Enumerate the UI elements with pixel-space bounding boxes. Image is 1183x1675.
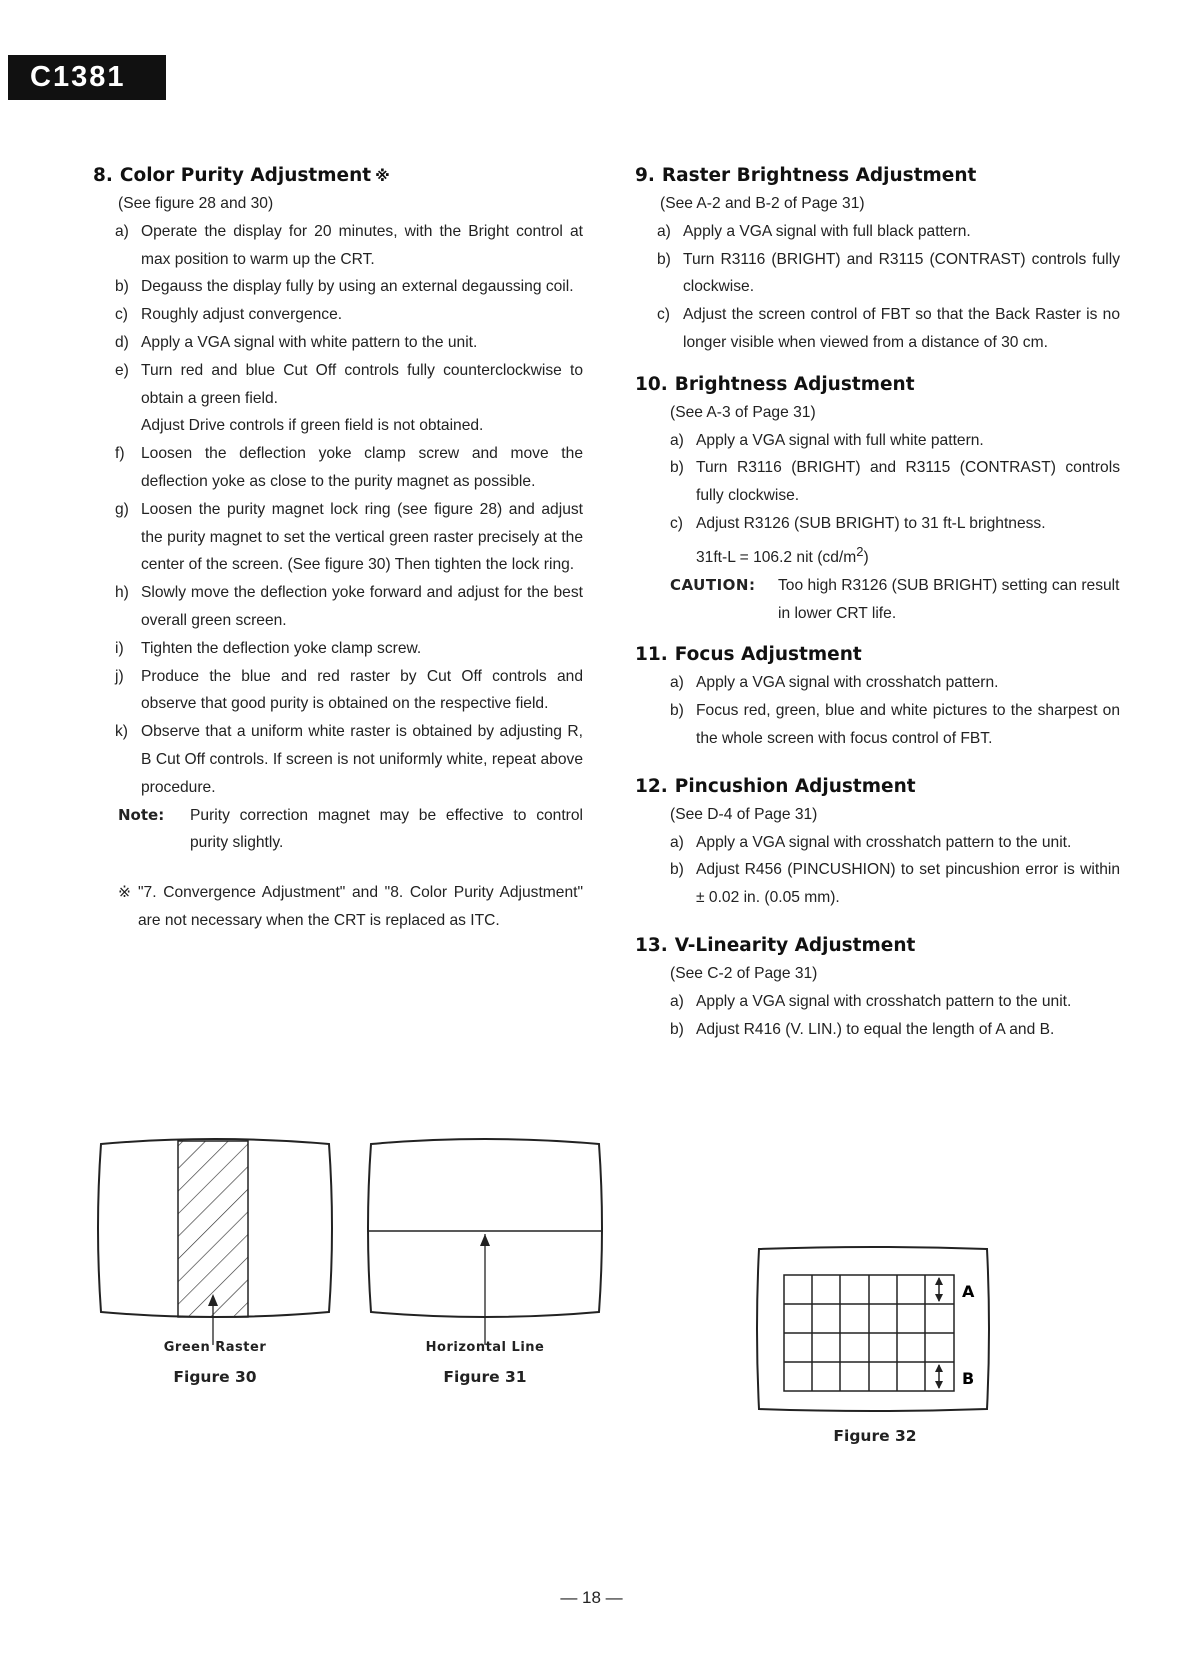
step-8i <box>93 635 583 663</box>
step-text: Apply a VGA signal with crosshatch pattern to the unit. <box>696 992 1072 1010</box>
step-text: Apply a VGA signal with crosshatch pattern. <box>696 674 999 692</box>
figure-30-label: Green Raster <box>163 1340 267 1355</box>
step-10b <box>635 454 1120 510</box>
figure-32-caption: Figure 32 <box>833 1427 917 1445</box>
step-label: a) <box>670 833 684 851</box>
step-text: Adjust R456 (PINCUSHION) to set pincushion error is within ± 0.02 in. (0.05 mm). <box>696 861 1120 907</box>
step-label: b) <box>670 1020 684 1038</box>
conversion-end: ) <box>863 548 869 566</box>
measure-a-head-up <box>935 1277 943 1285</box>
figure-31-label: Horizontal Line <box>425 1340 545 1355</box>
step-8d <box>93 329 583 357</box>
step-8c <box>93 301 583 329</box>
step-label: c) <box>115 306 128 324</box>
model-number: C1381 <box>30 61 126 93</box>
step-8e-extra: Adjust Drive controls if green field is not obtained. <box>141 417 484 435</box>
step-label: a) <box>670 431 684 449</box>
step-label: i) <box>115 639 124 657</box>
spacer <box>635 753 1120 773</box>
spacer <box>635 912 1120 932</box>
measure-a-head-down <box>935 1294 943 1302</box>
spacer <box>635 627 1120 641</box>
step-8g <box>93 496 583 579</box>
step-11b <box>635 697 1120 753</box>
pointer-arrow <box>480 1234 490 1246</box>
footnote-mark: ※ <box>118 884 132 902</box>
figure-30-caption: Figure 30 <box>173 1368 257 1386</box>
note-text: Purity correction magnet may be effective to control purity slightly. <box>190 806 583 852</box>
step-8k <box>93 718 583 801</box>
step-text: Focus red, green, blue and white pictures to the sharpest on the whole screen with focus control of FBT. <box>696 702 1120 747</box>
figure-30-diagram <box>95 1138 335 1348</box>
step-label: c) <box>670 514 683 532</box>
step-13a <box>635 988 1120 1016</box>
right-column <box>635 162 1120 1043</box>
step-label: j) <box>115 667 124 685</box>
step-text: Observe that a uniform white raster is obtained by adjusting R, B Cut Off controls. If screen is not uniformly white, repeat above procedure. <box>141 723 583 796</box>
step-label: b) <box>670 861 684 879</box>
page-number: — 18 — <box>560 1588 623 1607</box>
left-column <box>93 162 583 935</box>
step-label: h) <box>115 584 129 602</box>
reference-mark: ※ <box>375 167 390 185</box>
crosshatch-grid <box>784 1275 954 1391</box>
step-12b <box>635 856 1120 912</box>
section-12-reference: (See D-4 of Page 31) <box>670 805 818 823</box>
step-text: Apply a VGA signal with white pattern to the unit. <box>141 333 478 351</box>
step-label: b) <box>670 702 684 720</box>
step-text: Loosen the deflection yoke clamp screw and move the deflection yoke as close to the purity magnet as possible. <box>141 445 583 490</box>
conversion-superscript: 2 <box>856 543 864 559</box>
step-text: Slowly move the deflection yoke forward and adjust for the best overall green screen. <box>141 584 583 629</box>
step-8e <box>93 357 583 413</box>
step-text: Adjust R3126 (SUB BRIGHT) to 31 ft-L brightness. <box>696 514 1046 532</box>
step-label: b) <box>657 250 671 268</box>
step-text: Turn red and blue Cut Off controls fully counterclockwise to obtain a green field. <box>141 361 583 407</box>
footnote-text: "7. Convergence Adjustment" and "8. Color Purity Adjustment" are not necessary when the CRT is replaced as ITC. <box>138 884 583 929</box>
step-10c <box>635 510 1120 538</box>
section-13-title <box>635 932 1120 960</box>
green-raster-band <box>178 1141 248 1317</box>
section-12-title <box>635 773 1120 801</box>
caution <box>635 572 1120 628</box>
step-text: Loosen the purity magnet lock ring (see figure 28) and adjust the purity magnet to set the vertical green raster precisely at the center of the screen. (See figure 30) Then tighten the lock ring. <box>141 500 583 574</box>
step-text: Degauss the display fully by using an external degaussing coil. <box>141 278 574 296</box>
label-b: B <box>962 1369 975 1388</box>
step-text: Tighten the deflection yoke clamp screw. <box>141 639 422 657</box>
section-title-text: Pincushion Adjustment <box>674 775 916 797</box>
step-text: Apply a VGA signal with full black pattern. <box>683 222 971 240</box>
section-number: 11. <box>635 644 668 666</box>
caution-label: CAUTION: <box>670 575 756 594</box>
step-text: Apply a VGA signal with full white pattern. <box>696 431 984 449</box>
section-title-text: Color Purity Adjustment <box>119 165 372 186</box>
section-number: 9. <box>635 165 655 186</box>
footnote <box>93 879 583 935</box>
step-label: d) <box>115 333 129 351</box>
step-text: Turn R3116 (BRIGHT) and R3115 (CONTRAST) controls fully clockwise. <box>683 250 1120 296</box>
section-number: 10. <box>635 373 668 395</box>
step-8j <box>93 663 583 719</box>
step-text: Produce the blue and red raster by Cut Off controls and observe that good purity is obtained on the respective field. <box>141 667 583 713</box>
figure-31-caption: Figure 31 <box>443 1368 527 1386</box>
step-text: Roughly adjust convergence. <box>141 306 343 324</box>
step-label: a) <box>657 222 671 240</box>
section-title-text: V-Linearity Adjustment <box>674 934 916 956</box>
section-number: 8. <box>93 165 113 186</box>
step-text: Turn R3116 (BRIGHT) and R3115 (CONTRAST) controls fully clockwise. <box>696 459 1120 505</box>
section-8-reference: (See figure 28 and 30) <box>118 195 274 212</box>
section-11-title <box>635 641 1120 669</box>
section-8-title <box>93 162 583 190</box>
conversion-text: 31ft-L = 106.2 nit (cd/m <box>696 548 857 566</box>
step-text: Adjust the screen control of FBT so that the Back Raster is no longer visible when viewed from a distance of 30 cm. <box>683 306 1120 351</box>
step-text: Apply a VGA signal with crosshatch pattern to the unit. <box>696 833 1072 851</box>
step-text: Adjust R416 (V. LIN.) to equal the length of A and B. <box>696 1020 1055 1038</box>
step-13b <box>635 1016 1120 1044</box>
section-number: 12. <box>635 775 668 797</box>
step-8h <box>93 579 583 635</box>
model-badge <box>8 55 166 100</box>
step-label: b) <box>115 278 129 296</box>
section-title-text: Brightness Adjustment <box>674 373 915 395</box>
section-title-text: Raster Brightness Adjustment <box>661 165 977 186</box>
step-9b <box>635 246 1120 302</box>
step-8f <box>93 440 583 496</box>
figure-32-diagram <box>755 1245 995 1420</box>
step-8b <box>93 273 583 301</box>
step-label: c) <box>657 306 670 324</box>
note-label: Note: <box>118 805 165 824</box>
spacer <box>635 357 1120 371</box>
step-label: k) <box>115 723 128 741</box>
step-11a <box>635 669 1120 697</box>
step-9c <box>635 301 1120 357</box>
step-10a <box>635 427 1120 455</box>
brightness-conversion <box>635 538 1120 572</box>
section-13-reference: (See C-2 of Page 31) <box>670 964 818 982</box>
step-8a <box>93 218 583 274</box>
step-label: e) <box>115 361 129 379</box>
note <box>93 802 583 858</box>
figure-31-diagram <box>365 1138 605 1348</box>
caution-text: Too high R3126 (SUB BRIGHT) setting can result in lower CRT life. <box>778 576 1120 622</box>
measure-b-head-down <box>935 1381 943 1389</box>
step-label: a) <box>670 674 684 692</box>
section-10-reference: (See A-3 of Page 31) <box>670 403 816 421</box>
section-9-reference: (See A-2 and B-2 of Page 31) <box>660 195 865 212</box>
label-a: A <box>962 1282 975 1301</box>
step-label: a) <box>115 222 129 240</box>
measure-b-head-up <box>935 1364 943 1372</box>
step-label: g) <box>115 500 129 518</box>
section-title-text: Focus Adjustment <box>674 644 862 666</box>
step-label: a) <box>670 992 684 1010</box>
section-number: 13. <box>635 934 668 956</box>
step-9a <box>635 218 1120 246</box>
step-label: f) <box>115 445 125 463</box>
step-text: Operate the display for 20 minutes, with the Bright control at max position to warm up the CRT. <box>141 222 583 268</box>
step-12a <box>635 829 1120 857</box>
section-10-title <box>635 371 1120 399</box>
step-label: b) <box>670 459 684 477</box>
section-9-title <box>635 162 1120 190</box>
